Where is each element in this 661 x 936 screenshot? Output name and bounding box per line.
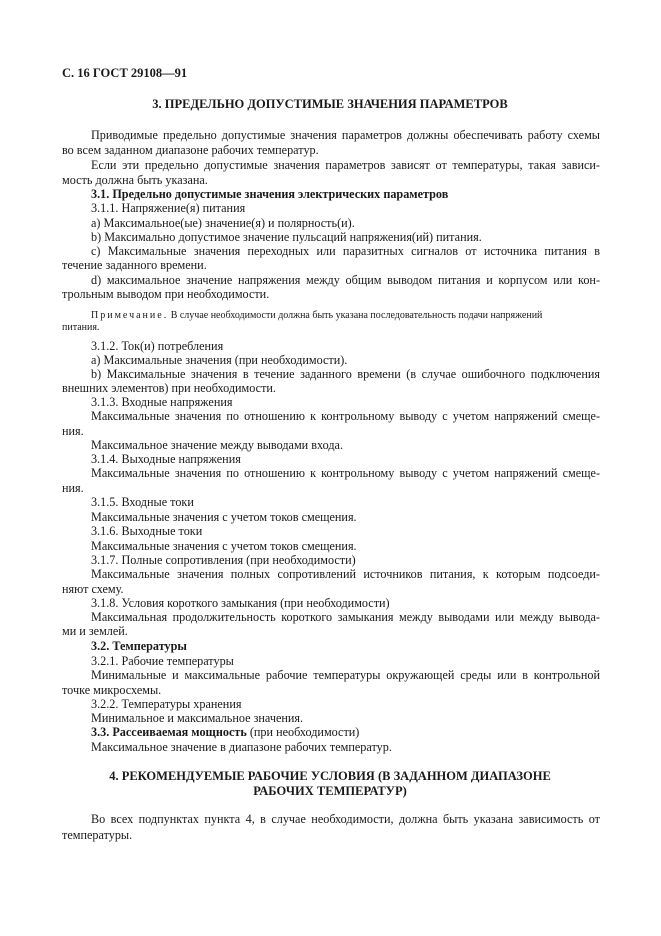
- subsection-3-2-title: 3.2. Температуры: [91, 639, 187, 653]
- paragraph-line: Максимальная продолжительность короткого замыкания между выводами или между вывода-: [91, 610, 600, 624]
- paragraph-line: Минимальные и максимальные рабочие температуры окружающей среды или в контрольной: [91, 668, 600, 682]
- paragraph-line: няют схему.: [62, 582, 124, 596]
- paragraph-line: Приводимые предельно допустимые значения параметров должны обеспечивать работу схемы: [91, 128, 600, 142]
- paragraph-line: Максимальные значения с учетом токов смещения.: [91, 510, 357, 524]
- subsection-3-3-title: [91, 725, 359, 740]
- list-item-b: b) Максимально допустимое значение пульсаций напряжения(ий) питания.: [91, 230, 482, 244]
- paragraph-line: Во всех подпунктах пункта 4, в случае необходимости, должна быть указана зависимость от: [91, 812, 600, 826]
- note-label: Примечание.: [91, 310, 169, 321]
- page-header: С. 16 ГОСТ 29108—91: [62, 66, 188, 80]
- subsection-3-1-2-title: 3.1.2. Ток(и) потребления: [91, 339, 224, 353]
- paragraph-line: Минимальное и максимальное значения.: [91, 711, 304, 725]
- paragraph-line: Максимальные значения по отношению к контрольному выводу с учетом напряжений смеще-: [91, 466, 600, 480]
- paragraph-line: Максимальные значения полных сопротивлений источников питания, к которым подсоеди-: [91, 567, 600, 581]
- section-4-title-line-2: РАБОЧИХ ТЕМПЕРАТУР): [253, 784, 407, 798]
- paragraph-line: во всем заданном диапазоне рабочих температур.: [62, 143, 319, 157]
- subsection-3-1-4-title: 3.1.4. Выходные напряжения: [91, 452, 241, 466]
- subsection-3-2-2-title: 3.2.2. Температуры хранения: [91, 697, 242, 711]
- section-4-title-line-1: 4. РЕКОМЕНДУЕМЫЕ РАБОЧИЕ УСЛОВИЯ (В ЗАДАННОМ ДИАПАЗОНЕ: [109, 769, 551, 783]
- subsection-3-1-8-title: 3.1.8. Условия короткого замыкания (при необходимости): [91, 596, 390, 610]
- paragraph-line: точке микросхемы.: [62, 683, 162, 697]
- subsection-3-1-6-title: 3.1.6. Выходные токи: [91, 524, 203, 538]
- list-item-d: d) максимальное значение напряжения между общим выводом питания и корпусом или кон-: [91, 273, 600, 287]
- subsection-3-3-title-rest: (при необходимости): [246, 725, 360, 739]
- note-text: В случае необходимости должна быть указана последовательность подачи напряжений: [168, 310, 543, 321]
- paragraph-line: ния.: [62, 481, 84, 495]
- section-3-title: 3. ПРЕДЕЛЬНО ДОПУСТИМЫЕ ЗНАЧЕНИЯ ПАРАМЕТРОВ: [152, 97, 508, 111]
- subsection-3-3-title-bold: 3.3. Рассеиваемая мощность: [91, 725, 247, 739]
- paragraph-line: ния.: [62, 424, 84, 438]
- list-item-a: a) Максимальное(ые) значение(я) и полярность(и).: [91, 216, 355, 230]
- subsection-3-1-1-title: 3.1.1. Напряжение(я) питания: [91, 201, 246, 215]
- paragraph-line: мость должна быть указана.: [62, 173, 208, 187]
- list-item-b-cont: внешних элементов) при необходимости.: [62, 381, 276, 395]
- list-item-c: c) Максимальные значения переходных или паразитных сигналов от источника питания в: [91, 244, 600, 258]
- paragraph-line: Максимальные значения с учетом токов смещения.: [91, 539, 357, 553]
- subsection-3-1-3-title: 3.1.3. Входные напряжения: [91, 395, 233, 409]
- subsection-3-2-1-title: 3.2.1. Рабочие температуры: [91, 654, 234, 668]
- paragraph-line: ми и землей.: [62, 624, 128, 638]
- list-item-c-cont: течение заданного времени.: [62, 258, 207, 272]
- note: [91, 308, 542, 323]
- paragraph-line: Максимальное значение в диапазоне рабочих температур.: [91, 740, 392, 754]
- subsection-3-1-5-title: 3.1.5. Входные токи: [91, 495, 194, 509]
- paragraph-line: Максимальные значения по отношению к контрольному выводу с учетом напряжений смеще-: [91, 409, 600, 423]
- list-item-d-cont: трольным выводом при необходимости.: [62, 287, 270, 301]
- list-item-b: b) Максимальные значения в течение заданного времени (в случае ошибочного подключения: [91, 367, 600, 381]
- note-cont: питания.: [62, 322, 100, 333]
- subsection-3-1-title: 3.1. Предельно допустимые значения электрических параметров: [91, 187, 449, 201]
- paragraph-line: Максимальное значение между выводами входа.: [91, 438, 344, 452]
- paragraph-line: температуры.: [62, 828, 133, 842]
- paragraph-line: Если эти предельно допустимые значения параметров зависят от температуры, такая зависи-: [91, 158, 600, 172]
- subsection-3-1-7-title: 3.1.7. Полные сопротивления (при необходимости): [91, 553, 356, 567]
- list-item-a: a) Максимальные значения (при необходимости).: [91, 353, 348, 367]
